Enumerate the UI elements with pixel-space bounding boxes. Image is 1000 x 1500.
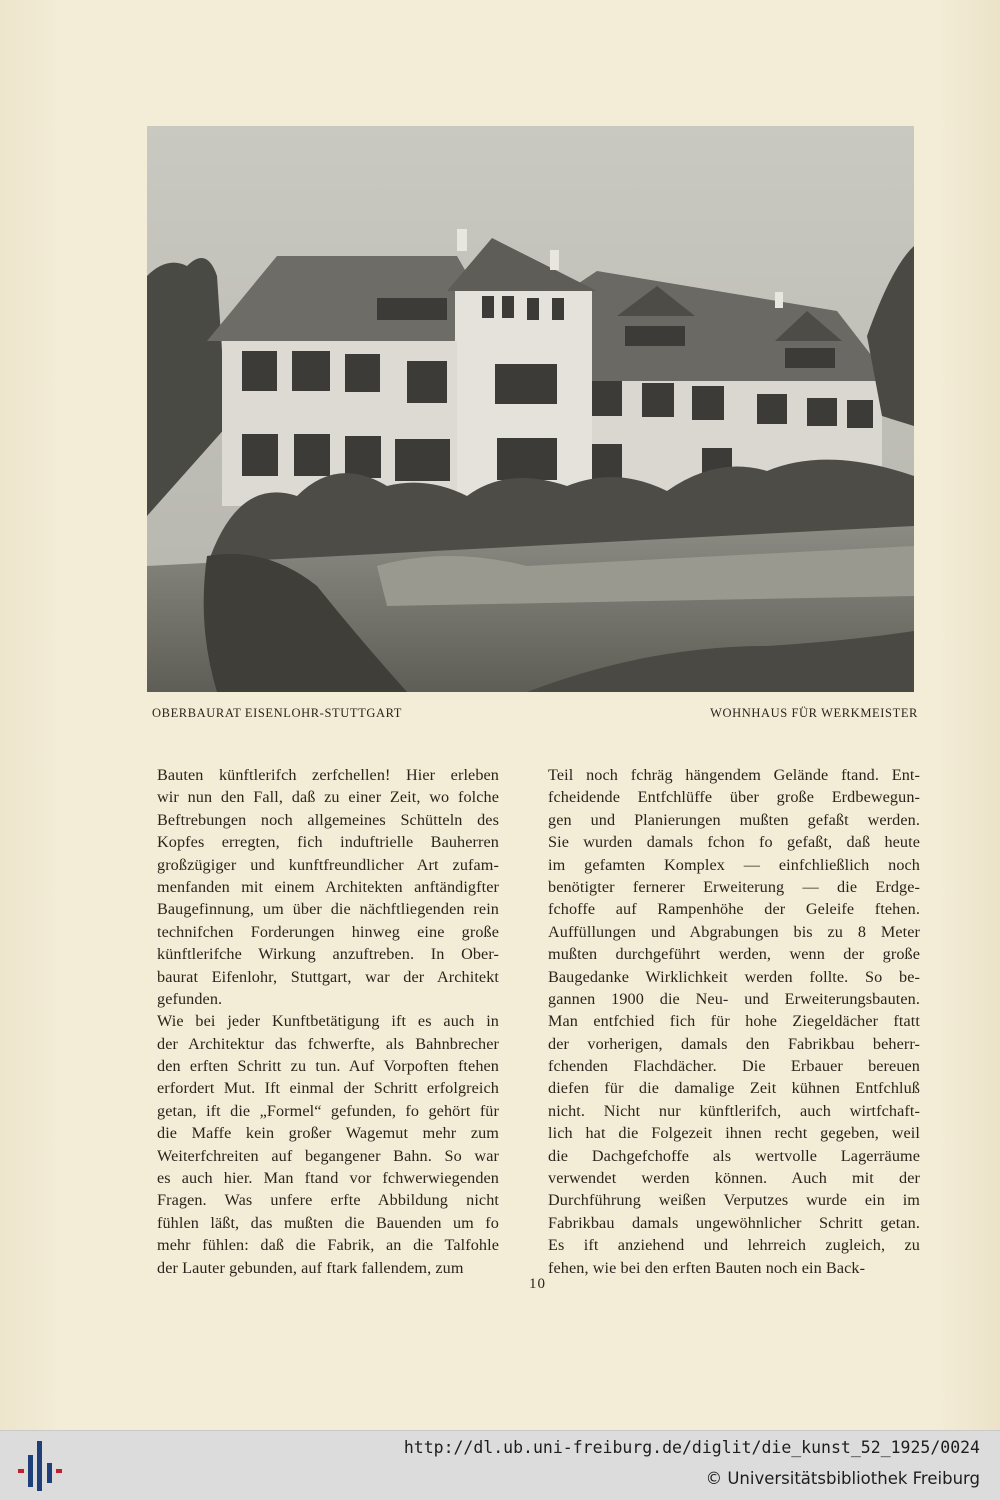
text-line: mehr fühlen: daß die Fabrik, an die Talfohle (157, 1236, 499, 1255)
text-line: lich hat die Folgezeit ihnen recht gegeben, weil (548, 1124, 920, 1143)
text-line: den erften Schritt zu tun. Auf Vorpoften ftehen (157, 1057, 499, 1076)
text-line: der vorherigen, damals den Fabrikbau beherr- (548, 1034, 920, 1053)
text-line: getan, ift die „Formel“ gefunden, fo gehört für (157, 1101, 499, 1120)
text-line: technifchen Forderungen hinweg eine große (157, 922, 499, 941)
text-line: Durchführung weißen Verputzes wurde ein im (548, 1191, 920, 1210)
text-line: nicht. Nicht nur künftlerifch, auch wirtfchaft- (548, 1101, 920, 1120)
text-line: es auch hier. Man ftand vor fchwerwiegenden (157, 1169, 499, 1188)
caption-architect: OBERBAURAT EISENLOHR-STUTTGART (152, 706, 403, 720)
text-line: baurat Eifenlohr, Stuttgart, war der Architekt (157, 967, 499, 986)
text-line: Man entfchied fich für hohe Ziegeldächer ftatt (548, 1012, 920, 1031)
text-line: menfanden mit einem Architekten anftändigfter (157, 877, 499, 896)
footer-url[interactable]: http://dl.ub.uni-freiburg.de/diglit/die_kunst_52_1925/0024 (403, 1438, 980, 1457)
text-line: Fragen. Was unfere erfte Abbildung nicht (157, 1191, 499, 1210)
text-line: mußten durchgeführt werden, wenn der große (548, 945, 920, 964)
text-line: Beftrebungen noch allgemeines Schütteln des (157, 810, 499, 829)
text-line: die Dachgefchoffe als wertvolle Lagerräume (548, 1146, 920, 1165)
text-column-left (157, 764, 499, 1279)
text-line: die Maffe kein großer Wagemut mehr zum (157, 1124, 499, 1143)
text-line: großzügiger und kunftfreundlicher Art zufam- (157, 855, 499, 874)
page-number: 10 (529, 1276, 546, 1292)
text-line: gannen 1900 die Neu- und Erweiterungsbauten. (548, 989, 920, 1008)
text-line: Bauten künftlerifch zerfchellen! Hier erleben (157, 766, 499, 784)
ub-freiburg-logo-icon (18, 1441, 62, 1491)
text-line: Sie wurden damals fchon fo gefaßt, daß heute (548, 833, 920, 852)
text-line: fchoffe auf Rampenhöhe der Geleife ftehen. (548, 900, 920, 919)
viewer-footer (0, 1430, 1000, 1500)
text-line: der Lauter gebunden, auf ftark fallendem, zum (157, 1258, 464, 1277)
text-column-right (548, 764, 920, 1279)
text-line: Auffüllungen und Abgrabungen bis zu 8 Meter (548, 922, 920, 941)
footer-copyright: © Universitätsbibliothek Freiburg (705, 1469, 980, 1488)
text-line: im gefamten Komplex — einfchließlich noch (548, 855, 920, 874)
text-line: fchenden Flachdächer. Die Erbauer bereuen (548, 1057, 920, 1076)
text-line: Weiterfchreiten auf begangener Bahn. So war (157, 1146, 499, 1165)
text-line: benötigter fernerer Erweiterung — die Erdge- (548, 877, 920, 896)
text-line: der Architektur das fchwerfte, als Bahnbrecher (157, 1034, 499, 1053)
text-line: diefen für die damalige Zeit kühnen Entfchluß (548, 1079, 920, 1098)
text-line: Es ift anziehend und lehrreich zugleich, zu (548, 1236, 920, 1255)
text-line: Teil noch fchräg hängendem Gelände ftand. Ent- (548, 766, 920, 784)
text-line: gefunden. (157, 989, 223, 1008)
text-line: Baugedanke Wirklichkeit werden follte. So be- (548, 967, 920, 986)
text-line: Baugefinnung, um über die nächftliegenden rein (157, 900, 499, 919)
text-line: Wie bei jeder Kunftbetätigung ift es auch in (157, 1012, 499, 1031)
building-photo-illustration (147, 126, 914, 692)
building-photo (147, 126, 914, 692)
caption-title: WOHNHAUS FÜR WERKMEISTER (710, 706, 918, 720)
text-line: fühlen läßt, das mußten die Bauenden um fo (157, 1213, 499, 1232)
text-line: gen und Planierungen mußten gefaßt werden. (548, 810, 920, 829)
text-line: wir nun den Fall, daß zu einer Zeit, wo folche (157, 788, 499, 807)
text-line: verwendet werden können. Auch mit der (548, 1169, 920, 1188)
text-line: fcheidende Entfchlüffe über große Erdbewegun- (548, 788, 920, 807)
text-line: fehen, wie bei den erften Bauten noch ein Back- (548, 1258, 866, 1277)
text-line: Fabrikbau damals ungewöhnlicher Schritt getan. (548, 1213, 920, 1232)
text-line: Kopfes erregten, fich induftrielle Bauherren (157, 833, 499, 852)
text-line: erfordert Mut. Ift einmal der Schritt erfolgreich (157, 1079, 499, 1098)
text-line: künftlerifche Wirkung anzuftreben. In Ober- (157, 945, 499, 964)
